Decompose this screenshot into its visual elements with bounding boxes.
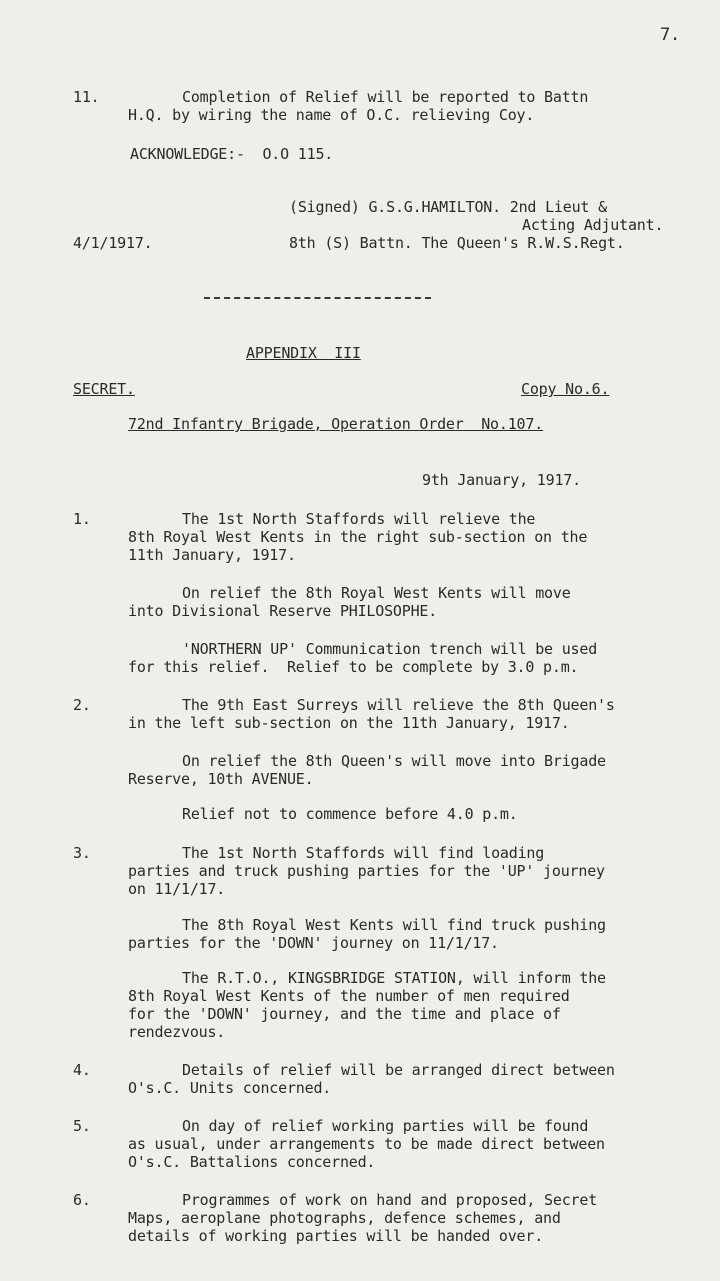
para-3-line: The 8th Royal West Kents will find truck pushing	[182, 916, 606, 934]
para-6-line: details of working parties will be handed over.	[128, 1227, 544, 1245]
operation-order-title: 72nd Infantry Brigade, Operation Order No.107.	[128, 415, 544, 433]
appendix-title: APPENDIX III	[246, 344, 361, 362]
para-6-line: Maps, aeroplane photographs, defence schemes, and	[128, 1209, 561, 1227]
para-1-number: 1.	[73, 510, 91, 528]
para-3-line: on 11/1/17.	[128, 880, 226, 898]
para-6-line: Programmes of work on hand and proposed, Secret	[182, 1191, 598, 1209]
para-2-number: 2.	[73, 696, 91, 714]
para-5-line: O's.C. Battalions concerned.	[128, 1153, 376, 1171]
para-4-line: Details of relief will be arranged direct between	[182, 1061, 615, 1079]
signature-line-1: (Signed) G.S.G.HAMILTON. 2nd Lieut &	[289, 198, 607, 216]
para-3-line: parties and truck pushing parties for the 'UP' journey	[128, 862, 605, 880]
para-5-line: On day of relief working parties will be found	[182, 1117, 589, 1135]
para-1-line: 'NORTHERN UP' Communication trench will be used	[182, 640, 598, 658]
para-6-number: 6.	[73, 1191, 91, 1209]
signature-line-3: 8th (S) Battn. The Queen's R.W.S.Regt.	[289, 234, 625, 252]
para-1-line: On relief the 8th Royal West Kents will move	[182, 584, 571, 602]
section-divider	[204, 297, 431, 299]
para-1-line: into Divisional Reserve PHILOSOPHE.	[128, 602, 438, 620]
para-2-line: On relief the 8th Queen's will move into Brigade	[182, 752, 606, 770]
para-3-number: 3.	[73, 844, 91, 862]
para-3-line: parties for the 'DOWN' journey on 11/1/17.	[128, 934, 499, 952]
secret-label: SECRET.	[73, 380, 135, 398]
signature-line-2: Acting Adjutant.	[522, 216, 664, 234]
para-2-line: Relief not to commence before 4.0 p.m.	[182, 805, 518, 823]
para-11-line-1: Completion of Relief will be reported to Battn	[182, 88, 589, 106]
para-5-line: as usual, under arrangements to be made direct between	[128, 1135, 605, 1153]
para-3-line: for the 'DOWN' journey, and the time and place of	[128, 1005, 561, 1023]
para-2-line: in the left sub-section on the 11th January, 1917.	[128, 714, 570, 732]
para-1-line: 8th Royal West Kents in the right sub-section on the	[128, 528, 588, 546]
para-1-line: 11th January, 1917.	[128, 546, 296, 564]
para-11-number: 11.	[73, 88, 100, 106]
para-3-line: The 1st North Staffords will find loading	[182, 844, 545, 862]
para-1-line: for this relief. Relief to be complete by 3.0 p.m.	[128, 658, 579, 676]
page-number: 7.	[660, 25, 681, 45]
para-4-line: O's.C. Units concerned.	[128, 1079, 332, 1097]
para-3-line: The R.T.O., KINGSBRIDGE STATION, will inform the	[182, 969, 606, 987]
para-11-line-2: H.Q. by wiring the name of O.C. relieving Coy.	[128, 106, 535, 124]
para-5-number: 5.	[73, 1117, 91, 1135]
para-2-line: The 9th East Surreys will relieve the 8th Queen's	[182, 696, 615, 714]
signature-date: 4/1/1917.	[73, 234, 153, 252]
copy-number: Copy No.6.	[521, 380, 610, 398]
para-2-line: Reserve, 10th AVENUE.	[128, 770, 314, 788]
order-date: 9th January, 1917.	[422, 471, 581, 489]
para-1-line: The 1st North Staffords will relieve the	[182, 510, 536, 528]
para-3-line: 8th Royal West Kents of the number of men required	[128, 987, 570, 1005]
para-3-line: rendezvous.	[128, 1023, 226, 1041]
acknowledge-line: ACKNOWLEDGE:- O.O 115.	[130, 145, 334, 163]
para-4-number: 4.	[73, 1061, 91, 1079]
